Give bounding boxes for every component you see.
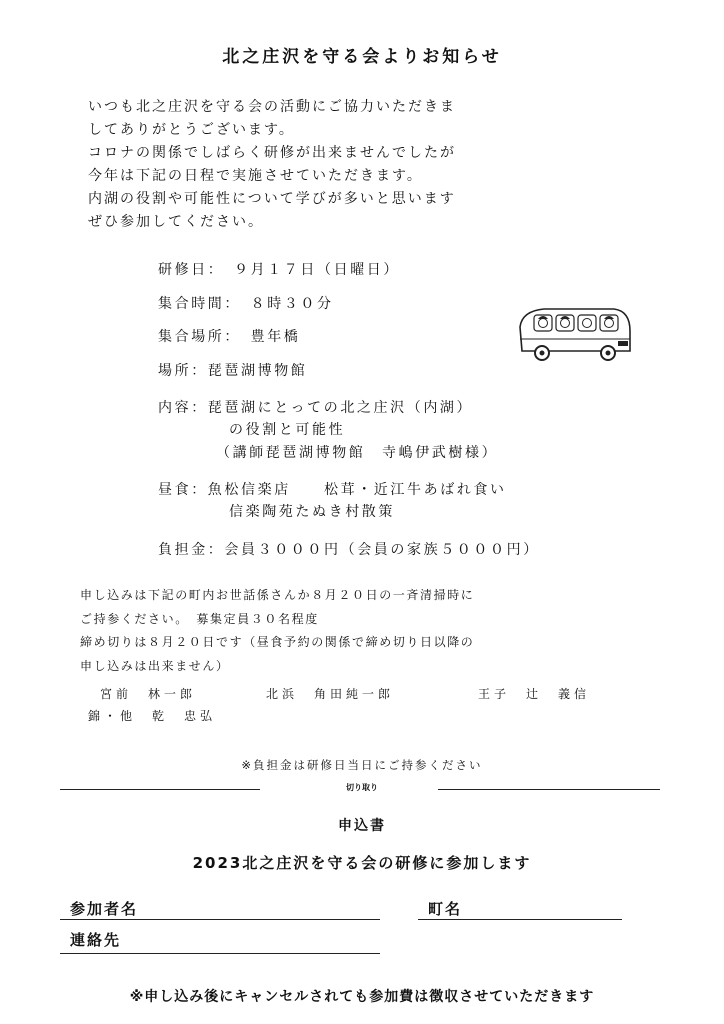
contact-kitahama: 北浜 角田純一郎 xyxy=(266,687,395,701)
cut-label: 切り取り xyxy=(346,783,378,792)
town-name-label: 町名 xyxy=(428,900,463,918)
intro-line: 今年は下記の日程で実施させていただきます。 xyxy=(88,168,423,184)
schedule-time: 集合時間： ８時３０分 xyxy=(158,296,334,312)
notice-line: 申し込みは出来ません） xyxy=(80,658,230,673)
schedule-lunch-sightseeing: 信楽陶苑たぬき村散策 xyxy=(229,504,395,520)
schedule-lunch: 昼食：魚松信楽店 松茸・近江牛あばれ食い xyxy=(158,482,507,498)
participant-name-label: 参加者名 xyxy=(70,900,139,918)
notice-paragraph xyxy=(80,584,474,678)
participant-name-line[interactable] xyxy=(60,919,380,920)
notice-line: 申し込みは下記の町内お世話係さんか８月２０日の一斉清掃時に xyxy=(80,588,475,602)
notice-line: ご持参ください。 募集定員３０名程度 xyxy=(80,611,319,626)
fee-memo: ※負担金は研修日当日にご持参ください xyxy=(241,758,483,772)
contact-line[interactable] xyxy=(60,953,380,954)
notice-line: 締め切りは８月２０日です（昼食予約の関係で締め切り日以降の xyxy=(80,635,475,649)
schedule-content: 内容：琵琶湖にとっての北之庄沢（内湖） xyxy=(158,400,474,416)
intro-line: いつも北之庄沢を守る会の活動にご協力いただきま xyxy=(88,99,456,115)
bus-illustration xyxy=(514,301,636,363)
form-title: 申込書 xyxy=(338,818,386,834)
intro-line: ぜひ参加してください。 xyxy=(88,214,264,230)
schedule-fee: 負担金：会員３０００円（会員の家族５０００円） xyxy=(158,542,540,558)
town-name-line[interactable] xyxy=(418,919,622,920)
form-subtitle: 2023北之庄沢を守る会の研修に参加します xyxy=(192,854,532,872)
contact-nishiki: 錦・他 乾 忠弘 xyxy=(88,709,217,723)
contact-ouji: 王子 辻 義信 xyxy=(478,687,591,701)
intro-line: してありがとうございます。 xyxy=(88,122,295,138)
cancellation-footer: ※申し込み後にキャンセルされても参加費は徴収させていただきます xyxy=(129,989,595,1005)
schedule-date: 研修日： ９月１７日（日曜日） xyxy=(158,262,400,278)
schedule-lecturer: （講師琵琶湖博物館 寺嶋伊武樹様） xyxy=(216,445,499,461)
intro-line: コロナの関係でしばらく研修が出来ませんでしたが xyxy=(88,145,456,161)
contact-miyamae: 宮前 林一郎 xyxy=(100,687,197,701)
intro-line: 内湖の役割や可能性について学びが多いと思います xyxy=(88,191,456,207)
intro-paragraph xyxy=(88,96,456,234)
schedule-content: の役割と可能性 xyxy=(229,422,346,438)
contact-label: 連絡先 xyxy=(70,931,122,949)
schedule-meeting-place: 集合場所： 豊年橋 xyxy=(158,329,301,345)
page-title: 北之庄沢を守る会よりお知らせ xyxy=(222,47,502,67)
schedule-venue: 場所：琵琶湖博物館 xyxy=(158,363,308,379)
cut-line-right xyxy=(438,789,660,790)
